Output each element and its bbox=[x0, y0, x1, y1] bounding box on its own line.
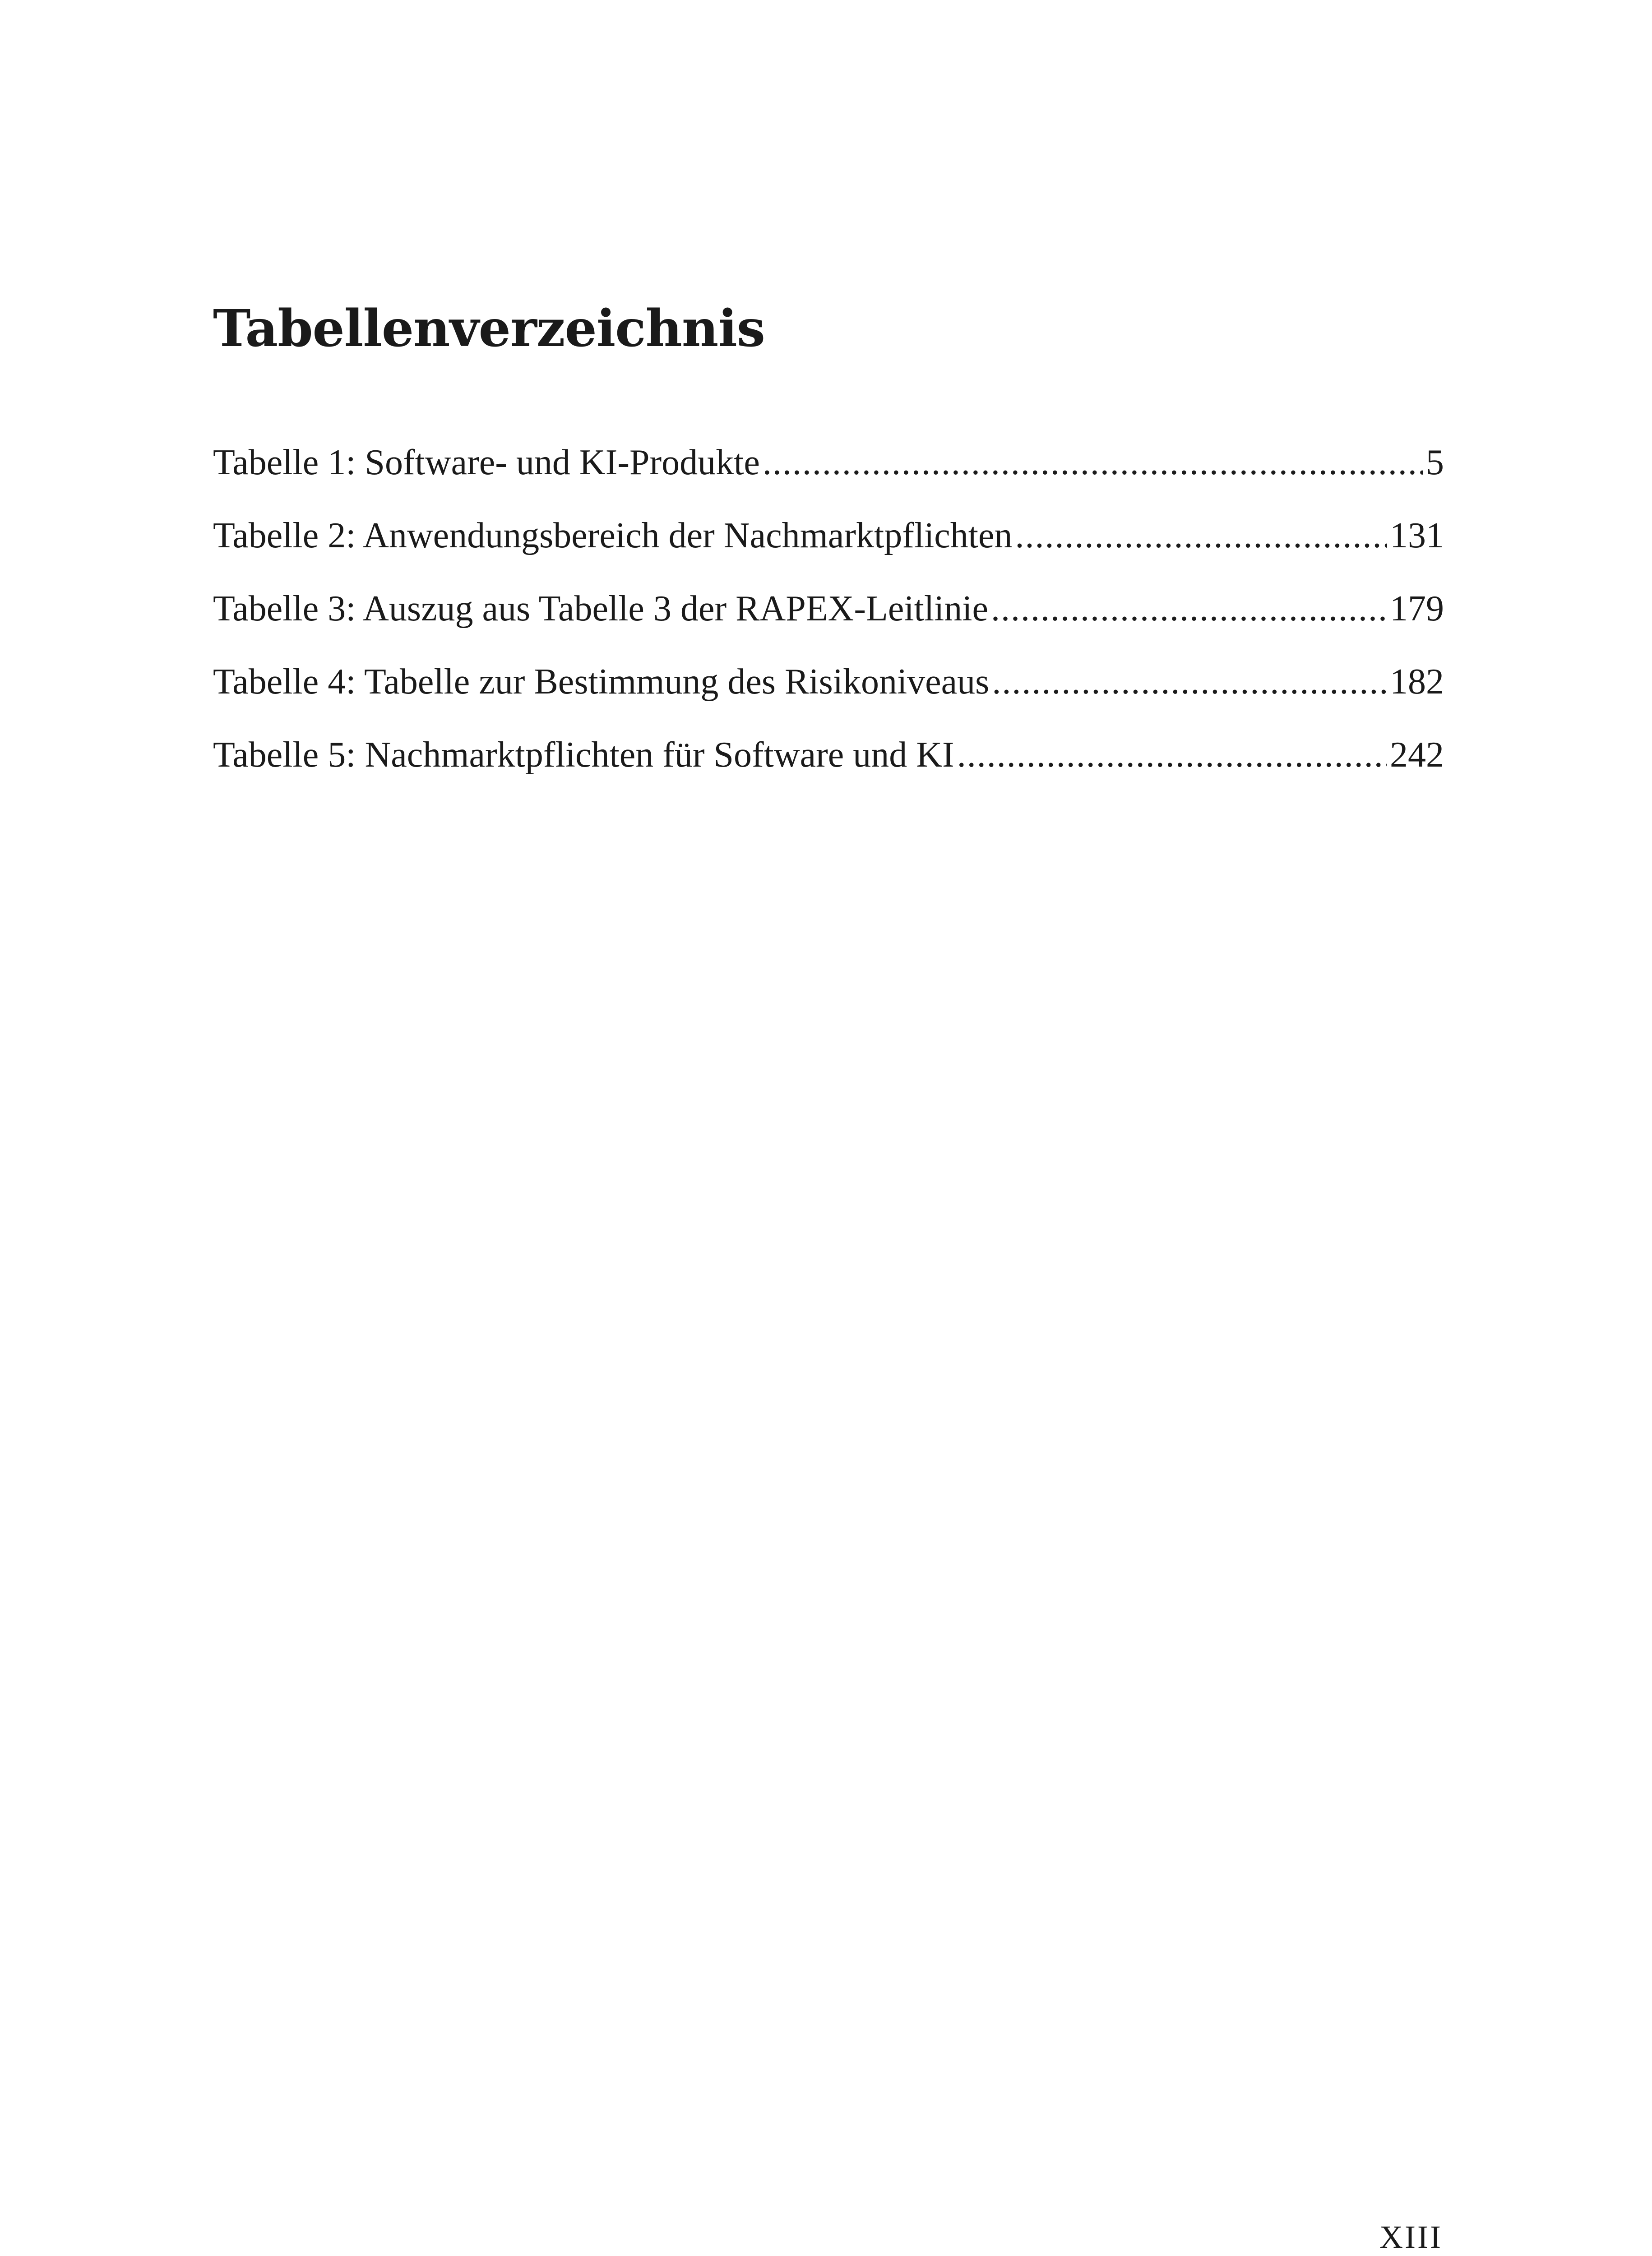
list-item[interactable] bbox=[213, 518, 1444, 591]
toc-entry-page: 242 bbox=[1390, 735, 1444, 775]
toc-entry-page: 131 bbox=[1390, 516, 1444, 555]
list-item[interactable] bbox=[213, 737, 1444, 810]
dot-leader bbox=[992, 664, 1387, 700]
toc-entry-label: Tabelle 5: Nachmarktpflichten für Software und KI bbox=[213, 735, 954, 775]
toc-entry-label: Tabelle 2: Anwendungsbereich der Nachmarktpflichten bbox=[213, 516, 1013, 555]
dot-leader bbox=[991, 591, 1387, 627]
list-item[interactable] bbox=[213, 591, 1444, 664]
dot-leader bbox=[763, 444, 1423, 481]
toc-entry-page: 182 bbox=[1390, 662, 1444, 702]
table-of-tables-list bbox=[213, 444, 1444, 810]
list-item[interactable] bbox=[213, 444, 1444, 518]
dot-leader bbox=[1015, 518, 1387, 554]
toc-entry-label: Tabelle 4: Tabelle zur Bestimmung des Risikoniveaus bbox=[213, 662, 990, 702]
toc-entry-label: Tabelle 1: Software- und KI-Produkte bbox=[213, 443, 760, 482]
dot-leader bbox=[957, 737, 1387, 773]
page-number: XIII bbox=[1379, 2219, 1443, 2255]
page-title: Tabellenverzeichnis bbox=[213, 299, 765, 358]
toc-entry-page: 5 bbox=[1426, 443, 1444, 482]
toc-entry-label: Tabelle 3: Auszug aus Tabelle 3 der RAPEX-Leitlinie bbox=[213, 589, 989, 629]
list-item[interactable] bbox=[213, 664, 1444, 737]
toc-entry-page: 179 bbox=[1390, 589, 1444, 629]
